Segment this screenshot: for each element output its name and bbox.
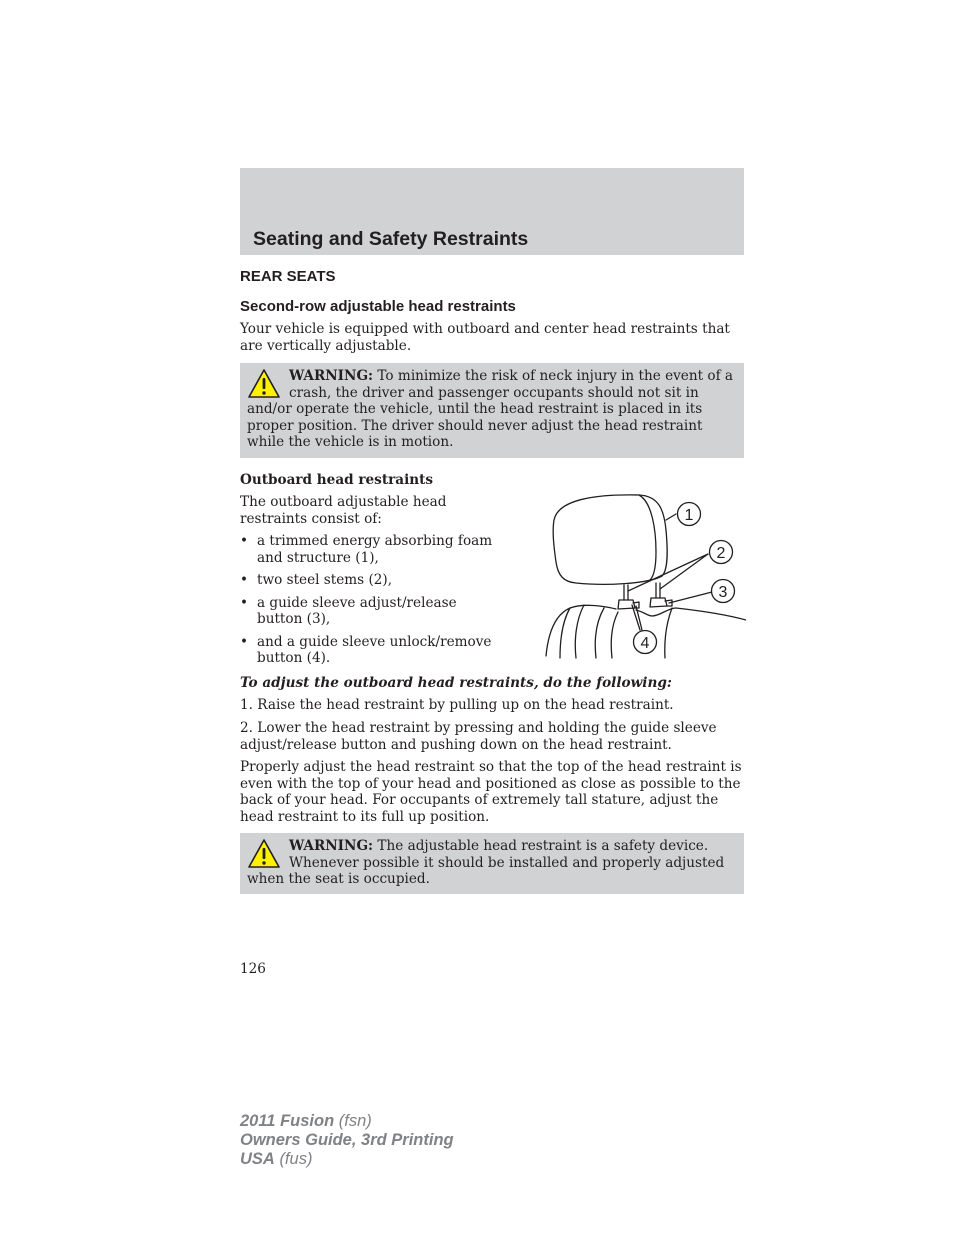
bullet-icon: • (240, 533, 249, 549)
warning-text: The adjustable head restraint is a safety device. Whenever possible it should be installed and properly adjusted when the seat is occupied. (247, 838, 725, 887)
warning-triangle-icon (247, 838, 281, 870)
outboard-intro: The outboard adjustable head restraints consist of: (240, 494, 447, 527)
intro-paragraph: Your vehicle is equipped with outboard and center head restraints that are vertically adjustable. (240, 321, 730, 354)
list-item: • a trimmed energy absorbing foam and structure (1), (240, 533, 493, 566)
bullet-icon: • (240, 594, 249, 611)
warning-label: WARNING: (289, 368, 374, 384)
page-number: 126 (240, 961, 266, 977)
callout-label-3: 3 (718, 584, 728, 601)
warning-label: WARNING: (289, 838, 374, 854)
footer-line-2: Owners Guide, 3rd Printing (240, 1131, 454, 1149)
warning-triangle-icon (247, 368, 281, 400)
outboard-heading: Outboard head restraints (240, 472, 434, 488)
section-title: Seating and Safety Restraints (253, 228, 529, 250)
subsection-heading: Second-row adjustable head restraints (240, 298, 516, 315)
footer-line-3: USA (fus) (240, 1150, 313, 1168)
warning-box (240, 363, 744, 458)
warning-box (240, 833, 744, 894)
warning-text: To minimize the risk of neck injury in the event of a crash, the driver and passenger occupants should not sit in and/or operate the vehicle, until the head restraint is placed in its proper position. The driver should never adjust the head restraint while the vehicle is in motion. (247, 368, 734, 450)
bullet-icon: • (240, 633, 249, 650)
list-item: • and a guide sleeve unlock/remove button (4). (240, 633, 492, 666)
section-heading: REAR SEATS (240, 268, 336, 285)
callout-label-1: 1 (684, 507, 694, 524)
bullet-icon: • (240, 572, 249, 588)
section-header-band (240, 168, 744, 255)
instruction-step-2: 2. Lower the head restraint by pressing and holding the guide sleeve adjust/release button and pushing down on the head restraint. (240, 720, 717, 753)
callout-label-4: 4 (640, 635, 650, 652)
list-item: • two steel stems (2), (240, 572, 393, 588)
adjustment-note: Properly adjust the head restraint so that the top of the head restraint is even with the top of your head and positioned as close as possible to the back of your head. For occupants of extremely tall stature, adjust the head restraint to its full up position. (240, 759, 742, 825)
list-item: • a guide sleeve adjust/release button (3), (240, 594, 457, 627)
footer-line-1: 2011 Fusion (fsn) (240, 1112, 372, 1130)
head-restraint-illustration (544, 490, 746, 662)
instructions-heading: To adjust the outboard head restraints, do the following: (240, 675, 672, 691)
component-list (240, 533, 500, 673)
instruction-step-1: 1. Raise the head restraint by pulling up on the head restraint. (240, 697, 674, 713)
callout-label-2: 2 (716, 545, 726, 562)
document-footer (240, 1112, 454, 1169)
